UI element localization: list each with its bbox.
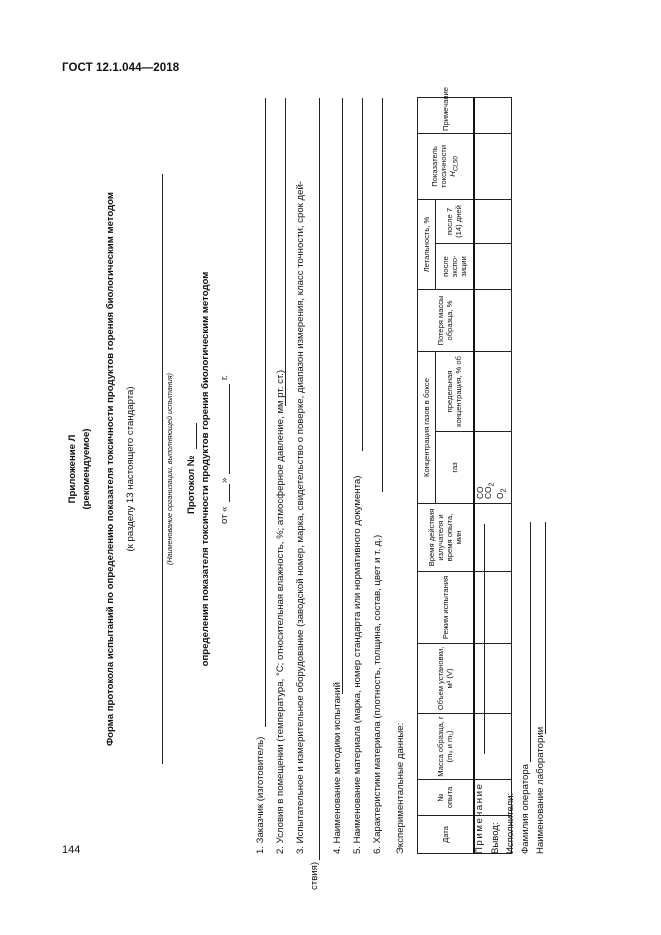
- gas-o2: $O_2$: [495, 488, 508, 499]
- footer-lab: Наименование лаборатории: [535, 726, 546, 854]
- table-cell[interactable]: [474, 199, 512, 243]
- field-method-line: [342, 98, 343, 694]
- footer-conclusion: Вывод:: [490, 822, 501, 854]
- protocol-title: Протокол №: [186, 455, 197, 514]
- table-cell[interactable]: [474, 289, 512, 351]
- col-installation-volume: Объем установки, м³ (V): [418, 644, 474, 714]
- col-lethality: Летальность, %: [418, 199, 436, 289]
- field-material-name-line: [362, 98, 363, 451]
- table-cell[interactable]: [474, 243, 512, 289]
- table-row: [474, 97, 512, 853]
- date-mid: »: [219, 477, 230, 483]
- gas-list-cell: [474, 432, 512, 504]
- table-cell[interactable]: [474, 714, 512, 780]
- experiment-table: [417, 87, 512, 854]
- table-cell[interactable]: [474, 572, 512, 644]
- experimental-data-label: Экспериментальные данные:: [395, 722, 406, 854]
- organization-caption: (Наименование организации, выполняющей испытания): [165, 373, 174, 565]
- annex-subtitle: (рекомендуемое): [81, 428, 92, 510]
- protocol-subtitle: определения показателя токсичности продуктов горения биологическим методом: [200, 271, 211, 667]
- footer-operator: Фамилия оператора: [520, 763, 531, 854]
- col-experiment-number: № опыта: [418, 780, 474, 816]
- col-sample-mass: Масса образца, г (m₀ и m₁): [418, 714, 474, 780]
- field-equipment-cont: ствия): [309, 861, 320, 890]
- col-lethality-after-exposure: после экспо-зиции: [436, 243, 474, 289]
- footer-note: Примечание: [474, 782, 485, 854]
- toxicity-index-subscript: CL50: [452, 156, 460, 172]
- table-cell[interactable]: [474, 644, 512, 714]
- toxicity-index-symbol: H: [448, 171, 458, 177]
- field-room-conditions-line: [285, 98, 286, 406]
- annex-title: Приложение Л: [67, 434, 78, 504]
- protocol-number-line: [196, 423, 197, 449]
- footer-executors: Исполнители:: [505, 792, 516, 854]
- footer-lab-line: [545, 522, 546, 734]
- date-prefix: от «: [219, 506, 230, 524]
- date-day-line: [229, 484, 230, 502]
- rotated-page-frame: [62, 84, 546, 890]
- page-number: 144: [62, 844, 81, 856]
- field-room-conditions: 2. Условия в помещении (температура, °С; относительная влажность, %; атмосферное давление, мм рт. ст.): [275, 369, 286, 854]
- toxicity-index-label: Показатель токсичности: [430, 145, 449, 188]
- date-suffix: г.: [219, 375, 230, 380]
- table-cell[interactable]: [474, 133, 512, 199]
- field-equipment-line: [319, 98, 320, 860]
- col-gas: газ: [436, 432, 474, 504]
- table-cell[interactable]: [474, 504, 512, 572]
- landscape-content: [62, 84, 546, 890]
- field-customer-line: [265, 98, 266, 727]
- field-method: 4. Наименование методики испытаний: [332, 682, 343, 854]
- col-date: Дата: [418, 816, 474, 854]
- date-month-line: [229, 384, 230, 474]
- col-gas-concentration: Концентрация газов в боксе: [418, 351, 436, 503]
- form-title: Форма протокола испытаний по определению показателя токсичности продуктов горения биологическим методом: [105, 192, 116, 747]
- field-material-characteristics-line: [382, 98, 383, 492]
- gas-co: CO: [474, 486, 485, 499]
- col-note: Примечание: [418, 97, 474, 133]
- field-equipment: 3. Испытательное и измерительное оборудование (заводской номер, марка, свидетельство о поверке, диапазон измерения, класс точности, срок дей-: [295, 181, 306, 854]
- col-emitter-time: Время действия излучателя и время опыта, мин: [418, 504, 474, 572]
- col-limit-concentration: предельная концентрация, % об: [436, 351, 474, 431]
- standard-reference: (к разделу 13 настоящего стандарта): [125, 386, 136, 552]
- organization-line: [162, 174, 163, 764]
- gas-co2: $CO_2$: [483, 482, 496, 499]
- footer-operator-line: [530, 522, 531, 762]
- table-cell[interactable]: [474, 97, 512, 133]
- col-test-mode: Режим испытания: [418, 572, 474, 644]
- table-cell[interactable]: [474, 351, 512, 431]
- field-customer: 1. Заказчик (изготовитель): [255, 736, 266, 854]
- document-header: ГОСТ 12.1.044—2018: [62, 62, 180, 74]
- col-mass-loss: Потеря массы образца, %: [418, 289, 474, 351]
- col-lethality-after-days: после 7 (14) дней: [436, 199, 474, 243]
- field-material-characteristics: 6. Характеристики материала (плотность, толщина, состав, цвет и т. д.): [372, 534, 383, 854]
- footer-note-line: [484, 524, 485, 754]
- field-material-name: 5. Наименование материала (марка, номер стандарта или нормативного документа): [352, 475, 363, 854]
- col-toxicity-index: [418, 133, 474, 199]
